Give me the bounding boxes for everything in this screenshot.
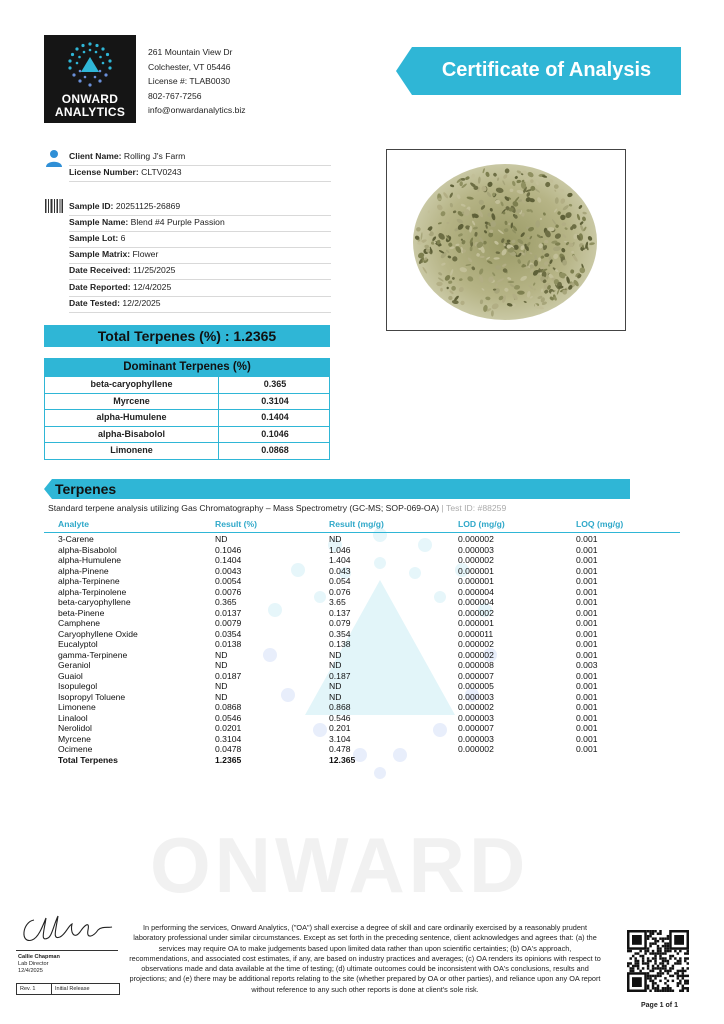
result-mgg-cell: 12.365 bbox=[329, 754, 356, 765]
watermark-text: ONWARD bbox=[150, 821, 530, 909]
loq-cell: 0.001 bbox=[576, 534, 598, 544]
table-row bbox=[58, 597, 678, 608]
date-reported-row bbox=[69, 280, 331, 297]
sample-photo bbox=[386, 149, 626, 331]
client-license-label: License Number: bbox=[69, 167, 139, 177]
analyte-cell: Eucalyptol bbox=[58, 639, 98, 649]
qr-code-icon[interactable] bbox=[627, 930, 689, 992]
loq-cell: 0.001 bbox=[576, 744, 598, 754]
table-row bbox=[58, 555, 678, 566]
sample-matrix-row bbox=[69, 247, 331, 264]
result-mgg-cell: 0.187 bbox=[329, 670, 351, 681]
lod-cell: 0.000004 bbox=[458, 597, 494, 607]
table-row bbox=[58, 534, 678, 545]
col-result-mgg: Result (mg/g) bbox=[329, 519, 384, 529]
dominant-terpene-name: alpha-Bisabolol bbox=[45, 427, 219, 443]
signatory-block bbox=[18, 954, 60, 975]
sample-name-row bbox=[69, 215, 331, 232]
dominant-terpene-name: beta-caryophyllene bbox=[45, 377, 219, 393]
dominant-terpene-value: 0.0868 bbox=[261, 445, 289, 455]
result-mgg-cell: 1.046 bbox=[329, 544, 351, 555]
dominant-terpene-name: Myrcene bbox=[45, 394, 219, 410]
analyte-cell: 3-Carene bbox=[58, 534, 94, 544]
analyte-cell: beta-caryophyllene bbox=[58, 597, 131, 607]
date-reported-value: 12/4/2025 bbox=[133, 282, 172, 292]
result-pct-cell: ND bbox=[215, 691, 228, 702]
lod-cell: 0.000002 bbox=[458, 744, 494, 754]
loq-cell: 0.003 bbox=[576, 660, 598, 670]
analyte-cell: alpha-Terpinolene bbox=[58, 586, 127, 597]
loq-cell: 0.001 bbox=[576, 670, 598, 681]
lod-cell: 0.000002 bbox=[458, 555, 494, 565]
signatory-name: Callie Chapman bbox=[18, 954, 60, 960]
result-mgg-cell: 1.404 bbox=[329, 555, 351, 565]
result-pct-cell: 1.2365 bbox=[215, 754, 242, 765]
result-mgg-cell: 0.354 bbox=[329, 628, 351, 639]
address-line2: Colchester, VT 05446 bbox=[148, 61, 231, 72]
analyte-cell: Limonene bbox=[58, 702, 96, 712]
company-logo bbox=[44, 35, 136, 123]
result-mgg-cell: 0.137 bbox=[329, 607, 351, 618]
date-tested-label: Date Tested: bbox=[69, 298, 120, 308]
result-mgg-cell: 0.546 bbox=[329, 712, 351, 723]
col-analyte: Analyte bbox=[58, 519, 90, 529]
result-pct-cell: 0.0054 bbox=[215, 576, 242, 586]
table-row bbox=[58, 681, 678, 692]
loq-cell: 0.001 bbox=[576, 639, 598, 649]
sample-id-row bbox=[69, 199, 331, 216]
lab-license: License #: TLAB0030 bbox=[148, 76, 231, 86]
result-mgg-cell: ND bbox=[329, 649, 342, 660]
company-address bbox=[148, 45, 246, 118]
lod-cell: 0.000007 bbox=[458, 723, 494, 733]
lod-cell: 0.000003 bbox=[458, 691, 494, 702]
loq-cell: 0.001 bbox=[576, 586, 598, 597]
date-tested-value: 12/2/2025 bbox=[122, 298, 161, 308]
sample-matrix-value: Flower bbox=[132, 249, 159, 259]
total-terpenes-banner: Total Terpenes (%) : 1.2365 bbox=[44, 325, 330, 347]
result-pct-cell: 0.365 bbox=[215, 597, 237, 607]
signatory-date: 12/4/2025 bbox=[18, 968, 43, 974]
table-row bbox=[58, 692, 678, 703]
table-header-rule bbox=[44, 532, 680, 533]
analyte-cell: Myrcene bbox=[58, 733, 91, 744]
address-line1: 261 Mountain View Dr bbox=[148, 47, 233, 57]
table-row bbox=[58, 618, 678, 629]
sample-name-value: Blend #4 Purple Passion bbox=[130, 217, 225, 227]
revision-box bbox=[16, 983, 120, 995]
result-pct-cell: 0.3104 bbox=[215, 733, 242, 744]
table-row bbox=[58, 545, 678, 556]
table-row bbox=[58, 650, 678, 661]
loq-cell: 0.001 bbox=[576, 702, 598, 712]
result-pct-cell: 0.0079 bbox=[215, 618, 242, 628]
lod-cell: 0.000001 bbox=[458, 618, 494, 628]
analyte-cell: Caryophyllene Oxide bbox=[58, 628, 138, 639]
dominant-terpenes-table bbox=[44, 376, 330, 460]
sample-name-label: Sample Name: bbox=[69, 217, 129, 227]
loq-cell: 0.001 bbox=[576, 555, 598, 565]
analyte-cell: Isopropyl Toluene bbox=[58, 691, 126, 702]
table-row bbox=[58, 702, 678, 713]
page-number: Page 1 of 1 bbox=[641, 1002, 678, 1009]
analyte-cell: Nerolidol bbox=[58, 723, 92, 733]
dominant-terpene-row bbox=[44, 376, 330, 394]
signature-rule bbox=[16, 950, 118, 951]
col-lod: LOD (mg/g) bbox=[458, 519, 505, 529]
result-pct-cell: ND bbox=[215, 681, 228, 691]
loq-cell: 0.001 bbox=[576, 649, 598, 660]
lod-cell: 0.000002 bbox=[458, 534, 494, 544]
result-mgg-cell: 0.076 bbox=[329, 586, 351, 597]
page-title: Certificate of Analysis bbox=[441, 59, 652, 81]
result-mgg-cell: 3.104 bbox=[329, 733, 351, 744]
terpenes-banner bbox=[44, 479, 630, 499]
sample-lot-label: Sample Lot: bbox=[69, 233, 119, 243]
table-row bbox=[58, 587, 678, 598]
result-pct-cell: 0.1046 bbox=[215, 544, 242, 555]
col-result-pct: Result (%) bbox=[215, 519, 258, 529]
signatory-title: Lab Director bbox=[18, 961, 49, 967]
result-mgg-cell: 0.138 bbox=[329, 639, 351, 649]
analyte-cell: Ocimene bbox=[58, 744, 93, 754]
result-mgg-cell: ND bbox=[329, 534, 342, 544]
result-pct-cell: 0.0138 bbox=[215, 639, 242, 649]
lod-cell: 0.000011 bbox=[458, 628, 494, 639]
loq-cell: 0.001 bbox=[576, 691, 598, 702]
dominant-terpene-value: 0.1046 bbox=[261, 428, 289, 439]
phone: 802-767-7256 bbox=[148, 90, 202, 101]
analyte-cell: Camphene bbox=[58, 618, 101, 628]
disclaimer-text: In performing the services, Onward Analytics, ("OA") shall exercise a degree of skill and care ordinarily exercised by a reasonably prudent laboratory professional under similar circumstances. Except as set forth in the preceding sentence, client acknowledges and agrees that: (a) the services may require OA to make judgements based upon limited data rather than upon scientific certainties; (b) OA's approach, recommendations, and associated cost estimates, if any, are based on industry practices and averages; (c) OA renders its opinions with respect to observations made and data available at the time of testing; (d) ultimate outcomes could be inconsistent with OA's conclusions, results and projections; and (e) there may be additional reports relating to the site (whether prepared by OA or other parties), and reliance upon any OA report without reference to any such other reports is done at client's sole risk. bbox=[129, 923, 601, 994]
result-pct-cell: 0.0076 bbox=[215, 586, 242, 597]
revision-number: Rev. 1 bbox=[20, 985, 36, 992]
signature-image bbox=[20, 910, 115, 948]
lod-cell: 0.000002 bbox=[458, 649, 494, 660]
dominant-terpene-name: Limonene bbox=[45, 443, 219, 459]
result-mgg-cell: ND bbox=[329, 681, 342, 691]
logo-line1: ONWARD bbox=[61, 92, 119, 106]
table-row bbox=[58, 734, 678, 745]
table-row bbox=[58, 576, 678, 587]
result-mgg-cell: ND bbox=[329, 660, 342, 670]
dominant-terpene-row bbox=[44, 394, 330, 411]
loq-cell: 0.001 bbox=[576, 712, 598, 723]
loq-cell: 0.001 bbox=[576, 723, 598, 733]
lod-cell: 0.000002 bbox=[458, 607, 494, 618]
flower-image bbox=[387, 150, 625, 330]
table-row bbox=[58, 713, 678, 724]
sample-id-label: Sample ID: bbox=[69, 201, 114, 211]
result-pct-cell: ND bbox=[215, 660, 228, 670]
analyte-cell: Guaiol bbox=[58, 670, 83, 681]
result-pct-cell: 0.0868 bbox=[215, 702, 242, 712]
loq-cell: 0.001 bbox=[576, 576, 598, 586]
result-mgg-cell: 3.65 bbox=[329, 597, 346, 607]
lod-cell: 0.000005 bbox=[458, 681, 494, 691]
loq-cell: 0.001 bbox=[576, 565, 598, 576]
loq-cell: 0.001 bbox=[576, 681, 598, 691]
result-pct-cell: 0.0478 bbox=[215, 744, 242, 754]
client-license-value: CLTV0243 bbox=[141, 167, 182, 177]
result-mgg-cell: 0.201 bbox=[329, 723, 351, 733]
analyte-cell: Total Terpenes bbox=[58, 754, 118, 765]
dominant-terpene-row bbox=[44, 443, 330, 460]
lod-cell: 0.000003 bbox=[458, 712, 494, 723]
analyte-cell: Isopulegol bbox=[58, 681, 98, 691]
date-received-row bbox=[69, 263, 331, 280]
sample-lot-row bbox=[69, 231, 331, 248]
logo-mark-icon bbox=[66, 41, 114, 89]
result-pct-cell: ND bbox=[215, 534, 228, 544]
email: info@onwardanalytics.biz bbox=[148, 105, 246, 115]
date-received-label: Date Received: bbox=[69, 265, 131, 275]
result-mgg-cell: ND bbox=[329, 691, 342, 702]
method-text: Standard terpene analysis utilizing Gas Chromatography – Mass Spectrometry (GC-MS; SOP-069-OA) bbox=[48, 503, 440, 513]
table-row bbox=[58, 744, 678, 755]
table-row bbox=[58, 639, 678, 650]
loq-cell: 0.001 bbox=[576, 607, 598, 618]
result-pct-cell: 0.0546 bbox=[215, 712, 242, 723]
result-pct-cell: 0.1404 bbox=[215, 555, 242, 565]
dominant-terpene-value: 0.1404 bbox=[261, 412, 289, 422]
client-license-row bbox=[69, 165, 331, 182]
result-pct-cell: ND bbox=[215, 649, 228, 660]
lod-cell: 0.000008 bbox=[458, 660, 494, 670]
sample-lot-value: 6 bbox=[120, 233, 126, 243]
lod-cell: 0.000003 bbox=[458, 544, 494, 555]
col-loq: LOQ (mg/g) bbox=[576, 519, 624, 529]
result-pct-cell: 0.0354 bbox=[215, 628, 242, 639]
loq-cell: 0.001 bbox=[576, 618, 598, 628]
sample-matrix-label: Sample Matrix: bbox=[69, 249, 131, 259]
table-row bbox=[58, 660, 678, 671]
dominant-terpene-value: 0.3104 bbox=[261, 395, 289, 406]
sample-id-value: 20251125-26869 bbox=[115, 201, 181, 211]
lod-cell: 0.000004 bbox=[458, 586, 494, 597]
client-name-label: Client Name: bbox=[69, 151, 122, 161]
lod-cell: 0.000001 bbox=[458, 565, 494, 576]
analyte-cell: beta-Pinene bbox=[58, 607, 105, 618]
loq-cell: 0.001 bbox=[576, 733, 598, 744]
analyte-cell: alpha-Terpinene bbox=[58, 576, 120, 586]
loq-cell: 0.001 bbox=[576, 544, 598, 555]
result-mgg-cell: 0.043 bbox=[329, 565, 351, 576]
client-name-value: Rolling J's Farm bbox=[123, 151, 186, 161]
barcode-icon bbox=[45, 199, 63, 213]
dominant-terpene-name: alpha-Humulene bbox=[45, 410, 219, 426]
terpenes-description bbox=[48, 503, 506, 513]
lod-cell: 0.000003 bbox=[458, 733, 494, 744]
client-name-row bbox=[69, 149, 331, 166]
lod-cell: 0.000001 bbox=[458, 576, 494, 586]
date-received-value: 11/25/2025 bbox=[133, 265, 176, 275]
result-mgg-cell: 0.478 bbox=[329, 744, 351, 754]
total-row bbox=[58, 755, 678, 766]
result-pct-cell: 0.0201 bbox=[215, 723, 242, 733]
lod-cell: 0.000002 bbox=[458, 639, 494, 649]
test-id: | Test ID: #88259 bbox=[439, 503, 507, 513]
revision-note: Initial Release bbox=[51, 984, 90, 994]
table-row bbox=[58, 608, 678, 619]
analyte-cell: alpha-Pinene bbox=[58, 565, 109, 576]
analyte-cell: gamma-Terpinene bbox=[58, 649, 128, 660]
dominant-terpene-value: 0.365 bbox=[263, 379, 287, 389]
logo-line2: ANALYTICS bbox=[54, 105, 126, 119]
table-row bbox=[58, 671, 678, 682]
table-row bbox=[58, 723, 678, 734]
analyte-cell: alpha-Bisabolol bbox=[58, 544, 117, 555]
table-row bbox=[58, 566, 678, 577]
result-pct-cell: 0.0043 bbox=[215, 565, 242, 576]
result-mgg-cell: 0.054 bbox=[329, 576, 351, 586]
dominant-terpenes-title: Dominant Terpenes (%) bbox=[44, 358, 330, 376]
result-mgg-cell: 0.868 bbox=[329, 702, 351, 712]
analyte-cell: Geraniol bbox=[58, 660, 91, 670]
analyte-cell: Linalool bbox=[58, 712, 88, 723]
result-pct-cell: 0.0187 bbox=[215, 670, 242, 681]
dominant-terpene-row bbox=[44, 427, 330, 444]
date-tested-row bbox=[69, 296, 331, 313]
lod-cell: 0.000002 bbox=[458, 702, 494, 712]
lod-cell: 0.000007 bbox=[458, 670, 494, 681]
result-mgg-cell: 0.079 bbox=[329, 618, 351, 628]
dominant-terpene-row bbox=[44, 410, 330, 427]
result-pct-cell: 0.0137 bbox=[215, 607, 242, 618]
terpenes-title: Terpenes bbox=[55, 481, 117, 497]
date-reported-label: Date Reported: bbox=[69, 282, 131, 292]
person-icon bbox=[45, 149, 63, 167]
analyte-cell: alpha-Humulene bbox=[58, 555, 122, 565]
table-row bbox=[58, 629, 678, 640]
loq-cell: 0.001 bbox=[576, 628, 598, 639]
loq-cell: 0.001 bbox=[576, 597, 598, 607]
